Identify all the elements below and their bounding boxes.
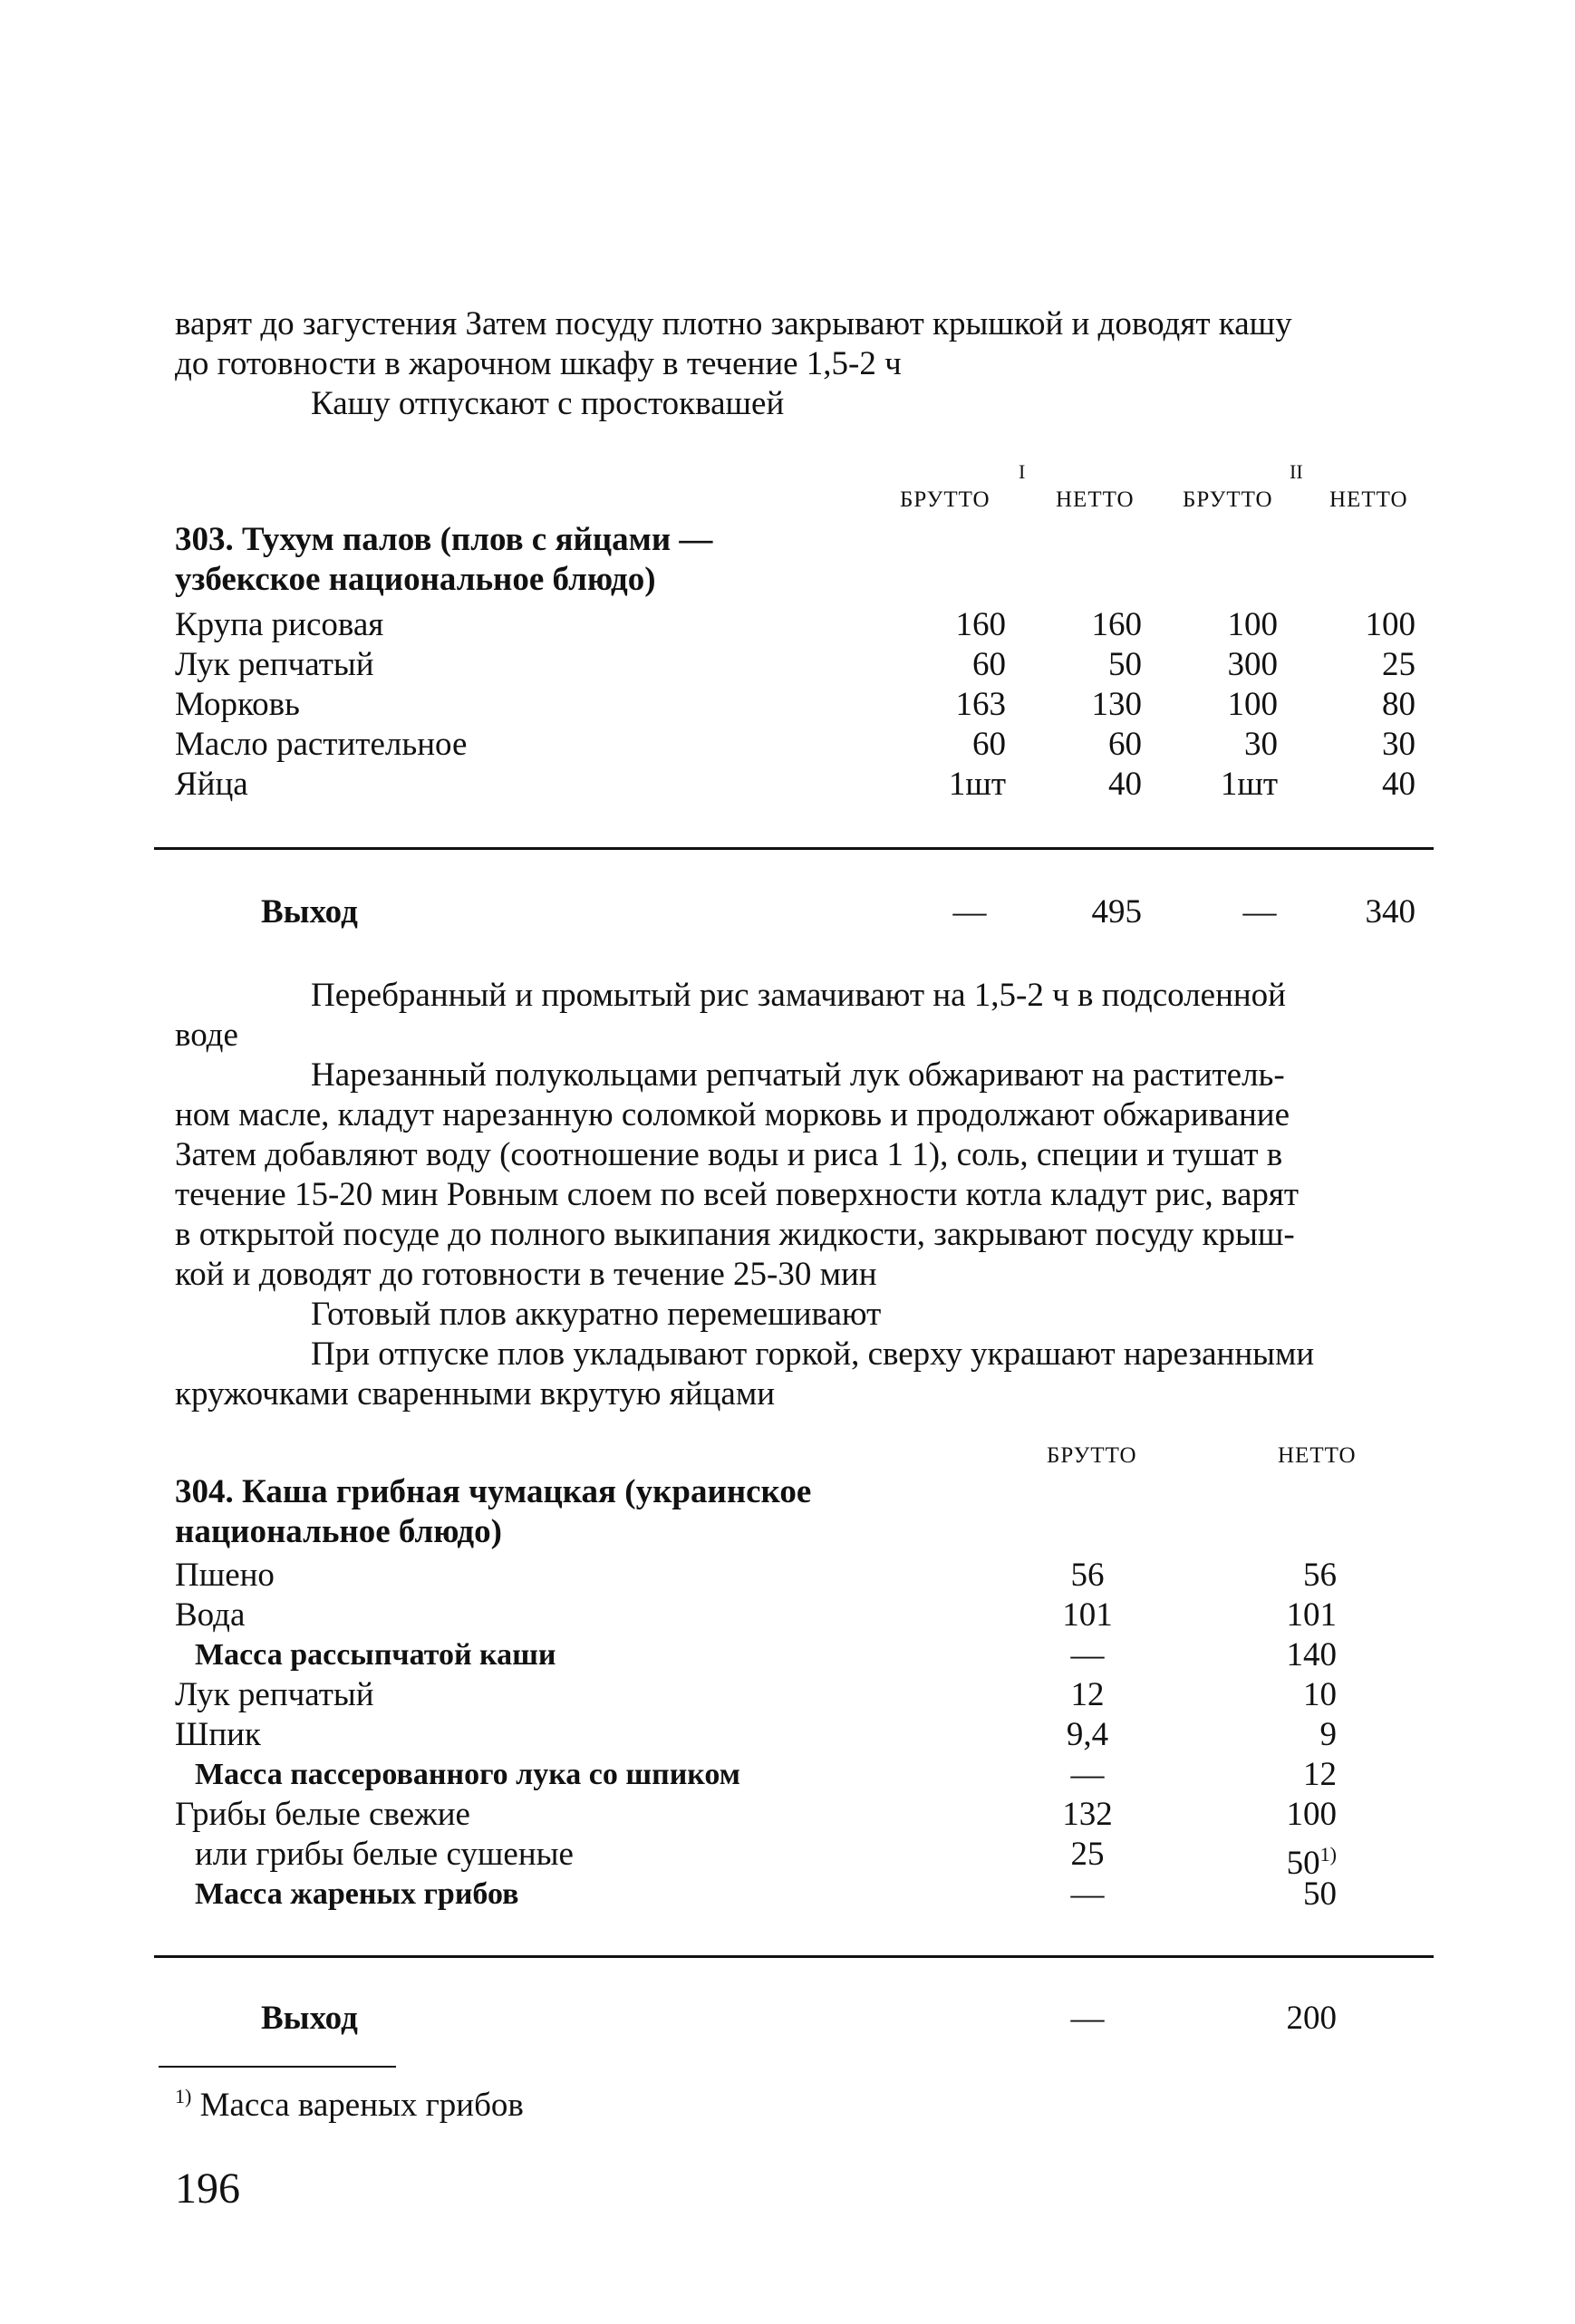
yield-value: 200 <box>1286 2000 1337 2037</box>
footnote <box>175 2077 524 2126</box>
ingredient-value: 60 <box>972 726 1006 763</box>
ingredient-value: 9 <box>1319 1716 1337 1753</box>
yield-value: — <box>1242 893 1277 931</box>
ingredient-value: 80 <box>1382 686 1416 723</box>
yield-label: Выход <box>261 893 358 931</box>
ingredient-value: — <box>1070 1636 1105 1673</box>
ingredient-value: 132 <box>1062 1796 1113 1833</box>
ingredient-value: 40 <box>1108 766 1142 803</box>
col-header-netto-2: НЕТТО <box>1329 487 1408 512</box>
ingredient-value: 140 <box>1286 1636 1337 1673</box>
ingredient-value: 100 <box>1365 606 1416 643</box>
ingredient-value: 56 <box>1070 1557 1105 1594</box>
ingredient-value: 12 <box>1303 1756 1337 1793</box>
ingredient-value: 60 <box>972 646 1006 683</box>
instruction-line: ном масле, кладут нарезанную соломкой морковь и продолжают обжаривание <box>175 1096 1290 1133</box>
ingredient-value: 100 <box>1227 606 1278 643</box>
ingredient-value: 50 <box>1303 1876 1337 1913</box>
ingredient-value: 1шт <box>1220 766 1278 803</box>
instruction-line: Готовый плов аккуратно перемешивают <box>311 1296 882 1333</box>
col-header-brutto-1: БРУТТО <box>900 487 990 512</box>
ingredient-name: или грибы белые сушеные <box>195 1836 574 1873</box>
ingredient-name: Шпик <box>175 1716 261 1753</box>
recipe-303-title-line-2: узбекское национальное блюдо) <box>175 561 656 598</box>
page-number: 196 <box>175 2165 240 2213</box>
instruction-line: в открытой посуде до полного выкипания жидкости, закрывают посуду крыш- <box>175 1216 1295 1253</box>
ingredient-name: Масса пассерованного лука со шпиком <box>195 1758 740 1791</box>
ingredient-value: — <box>1070 1876 1105 1913</box>
instruction-line: течение 15-20 мин Ровным слоем по всей поверхности котла кладут рис, варят <box>175 1176 1300 1213</box>
intro-line-1: варят до загустения Затем посуду плотно закрывают крышкой и доводят кашу <box>175 305 1292 342</box>
ingredient-value: 101 <box>1286 1596 1337 1634</box>
yield-value: 340 <box>1365 893 1416 931</box>
ingredient-value: 1шт <box>948 766 1006 803</box>
intro-line-3: Кашу отпускают с простоквашей <box>311 385 785 422</box>
footnote-mark: 1) <box>175 2085 192 2107</box>
ingredient-value: 130 <box>1091 686 1142 723</box>
column-group-2: II <box>1290 460 1303 483</box>
ingredient-value: 9,4 <box>1066 1716 1109 1753</box>
footnote-rule <box>159 2066 396 2068</box>
col-header-netto-1: НЕТТО <box>1056 487 1135 512</box>
instruction-line: При отпуске плов укладывают горкой, сверху украшают нарезанными <box>311 1336 1315 1373</box>
ingredient-name: Морковь <box>175 686 300 723</box>
ingredient-value: 25 <box>1070 1836 1105 1873</box>
footnote-text: Масса вареных грибов <box>199 2087 524 2124</box>
recipe-304-title-line-2: национальное блюдо) <box>175 1513 502 1550</box>
footnote-reference: 1) <box>1319 1843 1337 1866</box>
ingredient-value: 100 <box>1227 686 1278 723</box>
ingredient-value: 50 <box>1108 646 1142 683</box>
ingredient-value: 160 <box>1091 606 1142 643</box>
ingredient-name: Яйца <box>175 766 248 803</box>
ingredient-name: Пшено <box>175 1557 275 1594</box>
ingredient-name: Лук репчатый <box>175 1676 374 1713</box>
instruction-line: Затем добавляют воду (соотношение воды и риса 1 1), соль, специи и тушат в <box>175 1136 1283 1173</box>
ingredient-value: 163 <box>955 686 1006 723</box>
ingredient-name: Масса рассыпчатой каши <box>195 1638 556 1672</box>
ingredient-name: Лук репчатый <box>175 646 374 683</box>
col-header-brutto: БРУТТО <box>1047 1443 1137 1468</box>
ingredient-value: — <box>1070 1756 1105 1793</box>
col-header-netto: НЕТТО <box>1278 1443 1357 1468</box>
instruction-line: кружочками сваренными вкрутую яйцами <box>175 1375 776 1413</box>
ingredient-value: 60 <box>1108 726 1142 763</box>
ingredient-name: Масса жареных грибов <box>195 1877 519 1911</box>
ingredient-value: 50$^{1)}$ <box>1286 1843 1337 1882</box>
ingredient-value: 100 <box>1286 1796 1337 1833</box>
yield-value: 495 <box>1091 893 1142 931</box>
col-header-brutto-2: БРУТТО <box>1183 487 1273 512</box>
instruction-line: Перебранный и промытый рис замачивают на 1,5-2 ч в подсоленной <box>311 977 1286 1014</box>
table-rule <box>154 847 1434 850</box>
instruction-line: воде <box>175 1017 238 1054</box>
ingredient-value: 160 <box>955 606 1006 643</box>
ingredient-value: 10 <box>1303 1676 1337 1713</box>
ingredient-value: 101 <box>1062 1596 1113 1634</box>
ingredient-value: 30 <box>1382 726 1416 763</box>
ingredient-value: 25 <box>1382 646 1416 683</box>
ingredient-value: 300 <box>1227 646 1278 683</box>
ingredient-name: Вода <box>175 1596 246 1634</box>
ingredient-value: 12 <box>1070 1676 1105 1713</box>
ingredient-name: Грибы белые свежие <box>175 1796 470 1833</box>
ingredient-value: 56 <box>1303 1557 1337 1594</box>
table-rule <box>154 1955 1434 1958</box>
ingredient-value: 40 <box>1382 766 1416 803</box>
yield-value: — <box>952 893 987 931</box>
recipe-303-title-line-1: 303. Тухум палов (плов с яйцами — <box>175 521 713 558</box>
yield-label: Выход <box>261 2000 358 2037</box>
ingredient-name: Масло растительное <box>175 726 468 763</box>
yield-value: — <box>1070 2000 1105 2037</box>
instruction-line: Нарезанный полукольцами репчатый лук обжаривают на раститель- <box>311 1056 1285 1094</box>
intro-line-2: до готовности в жарочном шкафу в течение 1,5-2 ч <box>175 345 902 382</box>
instruction-line: кой и доводят до готовности в течение 25-30 мин <box>175 1256 877 1293</box>
ingredient-name: Крупа рисовая <box>175 606 384 643</box>
recipe-304-title-line-1: 304. Каша грибная чумацкая (украинское <box>175 1473 812 1510</box>
ingredient-value: 30 <box>1244 726 1278 763</box>
column-group-1: I <box>1019 460 1026 483</box>
